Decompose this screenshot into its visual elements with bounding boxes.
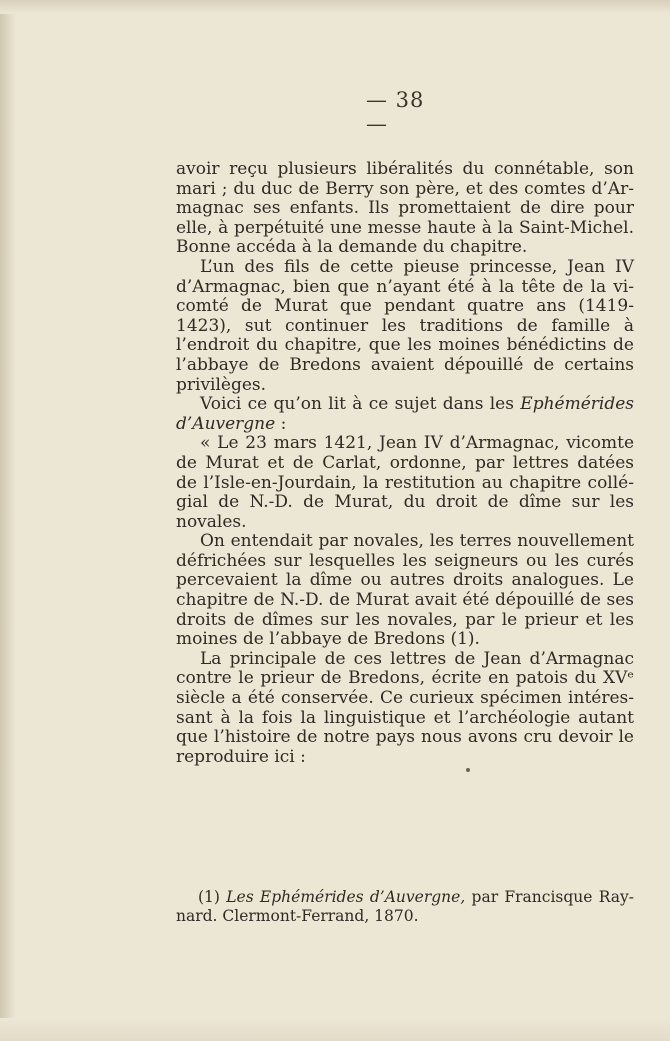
paragraph-4: « Le 23 mars 1421, Jean IV d’Armagnac, vicomte de Murat et de Carlat, ordonne, par lettres datées de l’Isle-en-Jourdain, la restitution au chapitre collégial de N.-D. de Murat, du droit de dîme sur les novales. [176, 433, 634, 532]
paragraph-3-title: Ephémérides d’Auvergne [176, 394, 634, 434]
footnote-rest: par Francisque Raynard. Clermont-Ferrand, 1870. [176, 888, 634, 925]
footnote-text [176, 888, 634, 926]
footnote-title: Les Ephémérides d’Auvergne, [226, 888, 466, 906]
page-number: — 38 — [366, 88, 425, 136]
paragraph-6: La principale de ces lettres de Jean d’Armagnac contre le prieur de Bredons, écrite en patois du XVᵉ siècle a été conservée. Ce curieux spécimen intéressant à la fois la linguistique et l’archéologie autant que l’histoire de notre pays nous avons cru devoir le reproduire ici : [176, 648, 634, 767]
paragraph-1: avoir reçu plusieurs libéralités du connétable, son mari ; du duc de Berry son père, et des comtes d’Armagnac ses enfants. Ils promettaient de dire pour elle, à perpétuité une messe haute à la Saint-Michel. Bonne accéda à la demande du chapitre. [176, 159, 634, 258]
paragraph-2: L’un des fils de cette pieuse princesse, Jean IV d’Armagnac, bien que n’ayant été à la tête de la vicomté de Murat que pendant quatre ans (1419-1423), sut continuer les traditions de famille à l’endroit du chapitre, que les moines bénédictins de l’abbaye de Bredons avaient dépouillé de certains privilèges. [176, 256, 634, 395]
paragraph-3 [176, 395, 634, 434]
footnote-mark: (1) [198, 888, 227, 906]
footnote [176, 888, 634, 926]
paragraph-5: On entendait par novales, les terres nouvellement défrichées sur lesquelles les seigneurs ou les curés percevaient la dîme ou autres droits analogues. Le chapitre de N.-D. de Murat avait été dépouillé de ses droits de dîmes sur les novales, par le prieur et les moines de l’abbaye de Bredons (1). [176, 531, 634, 650]
paragraph-3-lead: Voici ce qu’on lit à ce sujet dans les [200, 394, 521, 415]
page-top-edge [0, 0, 670, 14]
main-text [176, 160, 634, 767]
paragraph-3-end: : [275, 413, 287, 434]
page-binding-edge [0, 0, 16, 1041]
ink-speck [466, 768, 470, 772]
page-bottom-edge [0, 1018, 670, 1041]
